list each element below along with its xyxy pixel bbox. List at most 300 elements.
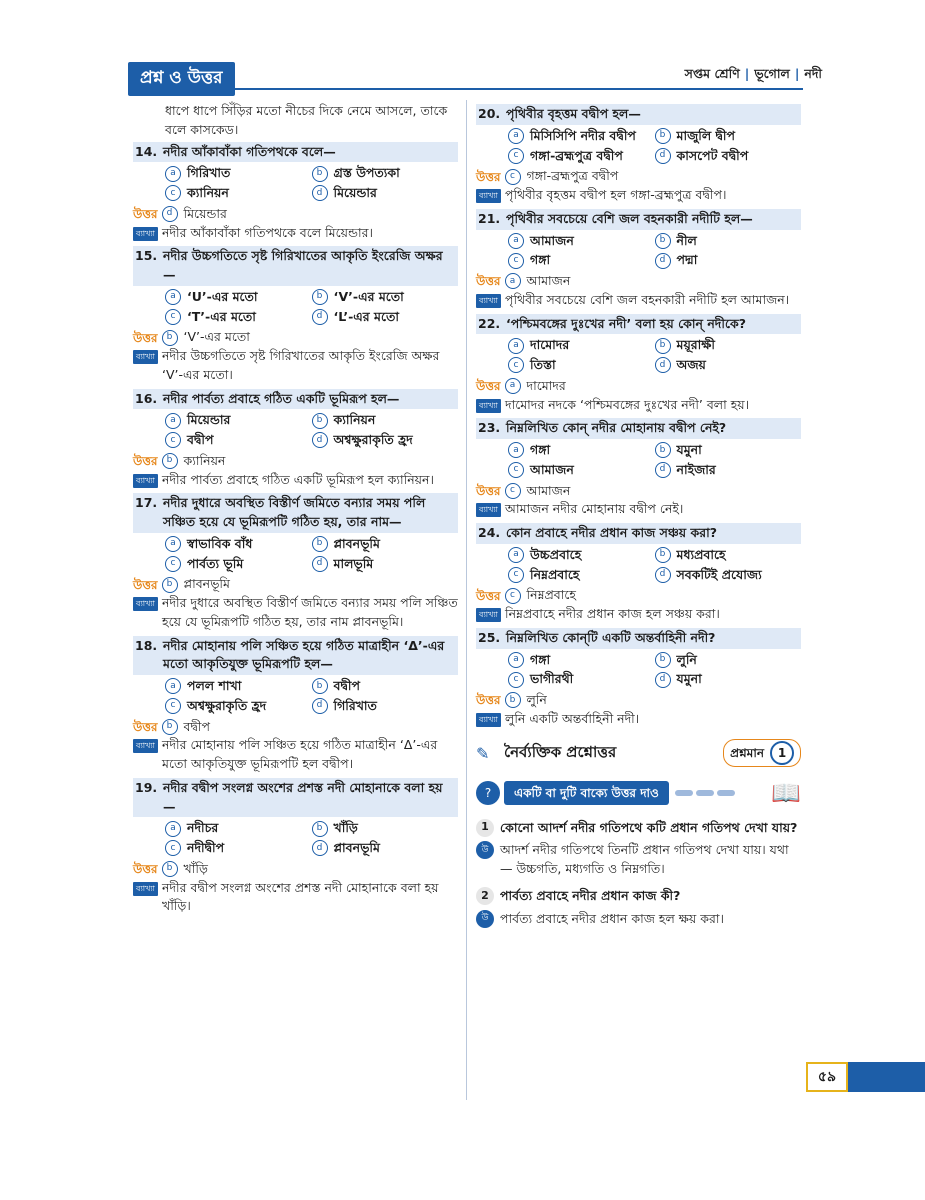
- question-text: নদীর পার্বত্য প্রবাহে গঠিত একটি ভূমিরূপ হল—: [163, 390, 400, 406]
- explanation-row: [133, 594, 458, 632]
- question-number: 25.: [478, 629, 501, 645]
- answer-letter-icon: a: [505, 378, 521, 394]
- options: [476, 232, 801, 271]
- options: [133, 535, 458, 574]
- question-row: [476, 314, 801, 335]
- answer-text: আমাজন: [526, 482, 571, 498]
- option-text: মিয়েন্ডার: [187, 412, 231, 428]
- left-column: [133, 102, 458, 920]
- answer-letter-icon: c: [505, 169, 521, 185]
- option-letter-icon: a: [508, 338, 524, 354]
- explanation-label: ব্যাখ্যা: [476, 503, 501, 517]
- option: [655, 651, 802, 670]
- breadcrumb: [685, 66, 822, 86]
- option-text: গিরিখাত: [333, 697, 377, 713]
- option-text: পলল শাখা: [187, 678, 242, 693]
- option: [312, 164, 459, 183]
- explanation-text: দামোদর নদকে ‘পশ্চিমবঙ্গের দুঃখের নদী’ বলা হয়।: [505, 396, 750, 412]
- option-letter-icon: a: [165, 821, 181, 837]
- answer-text: দামোদর: [526, 377, 566, 393]
- mcq-item: [476, 628, 801, 729]
- option: [312, 184, 459, 203]
- option: [312, 839, 459, 858]
- short-answer: [476, 910, 801, 929]
- answer-letter-icon: a: [505, 273, 521, 289]
- answer-label: উত্তর: [476, 379, 501, 394]
- option-letter-icon: b: [312, 289, 328, 305]
- option: [655, 251, 802, 270]
- option-letter-icon: a: [165, 678, 181, 694]
- short-question-item: [476, 819, 801, 879]
- option-letter-icon: c: [165, 432, 181, 448]
- option-letter-icon: a: [165, 289, 181, 305]
- options: [133, 164, 458, 203]
- option: [312, 308, 459, 327]
- option: [165, 677, 312, 696]
- page-number-bar: [806, 1062, 925, 1092]
- explanation-text: পৃথিবীর সবচেয়ে বেশি জল বহনকারী নদীটি হল আমাজন।: [505, 291, 790, 307]
- answer-row: [476, 272, 801, 291]
- question-row: [133, 636, 458, 676]
- question-number: 17.: [135, 495, 158, 511]
- option: [655, 147, 802, 166]
- banner-decoration: [675, 790, 735, 796]
- option-text: কাসপেট বদ্বীপ: [676, 147, 749, 163]
- option-text: যমুনা: [676, 671, 702, 687]
- question-row: [476, 209, 801, 230]
- option-text: বদ্বীপ: [187, 432, 214, 447]
- option-text: ‘U’-এর মতো: [187, 288, 258, 304]
- explanation-text: লুনি একটি অন্তর্বাহিনী নদী।: [505, 710, 640, 726]
- option-letter-icon: d: [655, 357, 671, 373]
- explanation-label: ব্যাখ্যা: [476, 713, 501, 727]
- answer-row: [133, 452, 458, 471]
- option-letter-icon: d: [655, 672, 671, 688]
- option-letter-icon: a: [508, 233, 524, 249]
- option-letter-icon: b: [312, 536, 328, 552]
- mcq-item: [476, 209, 801, 310]
- continuation-text: ধাপে ধাপে সিঁড়ির মতো নীচের দিকে নেমে আসলে, তাকে বলে কাসকেড।: [165, 103, 448, 137]
- option-text: মিসিসিপি নদীর বদ্বীপ: [530, 127, 636, 143]
- answer-icon: উ: [476, 841, 494, 859]
- option: [312, 535, 459, 554]
- answer-letter-icon: b: [162, 330, 178, 346]
- explanation-label: ব্যাখ্যা: [476, 294, 501, 308]
- explanation-text: নদীর পার্বত্য প্রবাহে গঠিত একটি ভূমিরূপ হল ক্যানিয়ন।: [162, 471, 434, 487]
- answer-row: [476, 377, 801, 396]
- option-letter-icon: b: [655, 652, 671, 668]
- short-question: [476, 887, 801, 906]
- answer-row: [476, 482, 801, 501]
- answer-label: উত্তর: [133, 330, 158, 345]
- question-text: নদীর আঁকাবাঁকা গতিপথকে বলে—: [163, 143, 336, 159]
- option: [165, 308, 312, 327]
- answer-letter-icon: b: [505, 692, 521, 708]
- option-text: মাজুলি দ্বীপ: [676, 127, 735, 143]
- option-letter-icon: c: [165, 840, 181, 856]
- explanation-text: আমাজন নদীর মোহানায় বদ্বীপ নেই।: [505, 501, 684, 517]
- option-text: নাইজার: [676, 461, 716, 477]
- option-letter-icon: b: [655, 547, 671, 563]
- answer-row: [133, 718, 458, 737]
- option-text: নদীচর: [187, 820, 219, 836]
- question-number: 16.: [135, 390, 158, 406]
- mcq-item: [133, 246, 458, 384]
- option-text: গঙ্গা: [530, 252, 551, 268]
- answer-row: [476, 586, 801, 605]
- question-row: [476, 418, 801, 439]
- explanation-text: নদীর দুধারে অবস্থিত বিস্তীর্ণ জমিতে বন্যার সময় পলি সঞ্চিত হয়ে যে ভূমিরূপটি গঠিত হয়, তার নাম প্লাবনভূমি।: [162, 595, 458, 629]
- question-number: 14.: [135, 143, 158, 159]
- option: [508, 127, 655, 146]
- option-text: তিস্তা: [530, 357, 556, 372]
- page-number: ৫৯: [806, 1062, 848, 1092]
- answer-text: মিয়েন্ডার: [183, 205, 227, 221]
- header-title: প্রশ্ন ও উত্তর: [128, 62, 235, 96]
- breadcrumb-separator: |: [794, 66, 800, 81]
- question-text: নদীর দুধারে অবস্থিত বিস্তীর্ণ জমিতে বন্যার সময় পলি সঞ্চিত হয়ে যে ভূমিরূপটি গঠিত হয়, তার নাম—: [163, 495, 426, 529]
- answer-letter-icon: b: [162, 719, 178, 735]
- option-text: গিরিখাত: [187, 165, 231, 181]
- explanation-label: ব্যাখ্যা: [476, 399, 501, 413]
- answer-text: আমাজন: [526, 273, 571, 288]
- mcq-item: [476, 104, 801, 205]
- explanation-label: ব্যাখ্যা: [133, 474, 158, 488]
- option: [165, 535, 312, 554]
- answer-icon: উ: [476, 910, 494, 928]
- option: [165, 697, 312, 716]
- option-text: নদীদ্বীপ: [187, 840, 225, 855]
- option-text: গঙ্গা-ব্রহ্মপুত্র বদ্বীপ: [530, 147, 623, 163]
- option-text: ময়ূরাক্ষী: [676, 337, 716, 353]
- short-question-number: 2: [476, 887, 494, 905]
- marks-pill: [723, 739, 801, 767]
- answer-row: [476, 691, 801, 710]
- answer-row: [133, 860, 458, 879]
- breadcrumb-chapter: নদী: [804, 66, 822, 81]
- question-row: [133, 778, 458, 818]
- explanation-label: ব্যাখ্যা: [476, 608, 501, 622]
- question-number: 24.: [478, 525, 501, 540]
- option-letter-icon: d: [312, 698, 328, 714]
- option: [655, 441, 802, 460]
- answer-label: উত্তর: [133, 862, 158, 877]
- explanation-row: [133, 347, 458, 385]
- short-questions: [476, 819, 801, 929]
- option-text: ‘L’-এর মতো: [333, 308, 399, 324]
- short-answer: [476, 841, 801, 879]
- short-question-item: [476, 887, 801, 929]
- option: [508, 356, 655, 375]
- option-letter-icon: b: [312, 413, 328, 429]
- options: [133, 677, 458, 716]
- question-row: [476, 628, 801, 649]
- book-icon: 📖: [771, 778, 801, 807]
- question-text: নদীর উচ্চগতিতে সৃষ্ট গিরিখাতের আকৃতি ইংরেজি অক্ষর—: [163, 248, 443, 282]
- option-letter-icon: d: [312, 309, 328, 325]
- option: [165, 555, 312, 574]
- option-letter-icon: b: [312, 821, 328, 837]
- left-questions: [133, 142, 458, 917]
- explanation-row: [476, 291, 801, 310]
- question-text: নিম্নলিখিত কোন্ নদীর মোহানায় বদ্বীপ নেই?: [506, 420, 727, 436]
- option-text: মিয়েন্ডার: [333, 185, 377, 200]
- option-letter-icon: c: [508, 253, 524, 269]
- option: [655, 566, 802, 585]
- short-question-text: কোনো আদর্শ নদীর গতিপথে কটি প্রধান গতিপথ দেখা যায়?: [500, 819, 798, 835]
- breadcrumb-separator: |: [744, 66, 750, 81]
- question-number: 23.: [478, 420, 501, 436]
- option-text: গঙ্গা: [530, 442, 551, 457]
- explanation-text: নদীর আঁকাবাঁকা গতিপথকে বলে মিয়েন্ডার।: [162, 224, 373, 240]
- option-text: দামোদর: [530, 337, 570, 353]
- answer-row: [133, 575, 458, 594]
- question-text: নদীর বদ্বীপ সংলগ্ন অংশের প্রশস্ত নদী মোহানাকে বলা হয়—: [163, 779, 443, 814]
- question-icon: ?: [476, 781, 500, 805]
- answer-row: [133, 205, 458, 224]
- option-text: মধ্যপ্রবাহে: [676, 546, 726, 562]
- option-letter-icon: a: [165, 536, 181, 552]
- question-number: 15.: [135, 248, 158, 264]
- option-text: যমুনা: [676, 442, 702, 457]
- option: [165, 184, 312, 203]
- option-text: ক্যানিয়ন: [333, 412, 376, 428]
- question-text: কোন প্রবাহে নদীর প্রধান কাজ সঞ্চয় করা?: [506, 525, 718, 540]
- option-letter-icon: c: [165, 556, 181, 572]
- option-text: উচ্চপ্রবাহে: [530, 546, 582, 562]
- option-letter-icon: b: [312, 166, 328, 182]
- mcq-item: [133, 389, 458, 490]
- question-row: [133, 389, 458, 410]
- answer-text: গঙ্গা-ব্রহ্মপুত্র বদ্বীপ: [526, 168, 619, 184]
- answer-text: খাঁড়ি: [183, 860, 208, 876]
- question-text: নিম্নলিখিত কোন্‌টি একটি অন্তর্বাহিনী নদী?: [506, 629, 716, 645]
- explanation-row: [133, 736, 458, 774]
- answer-row: [133, 328, 458, 347]
- option: [655, 546, 802, 565]
- question-row: [133, 493, 458, 533]
- explanation-row: [476, 396, 801, 415]
- option-letter-icon: d: [655, 567, 671, 583]
- option: [165, 819, 312, 838]
- option: [508, 232, 655, 251]
- option-text: খাঁড়ি: [333, 820, 358, 836]
- explanation-text: নদীর মোহানায় পলি সঞ্চিত হয়ে গঠিত মাত্রাহীন ‘Δ’-এর মতো আকৃতিযুক্ত ভূমিরূপটি হল বদ্বীপ।: [162, 737, 438, 771]
- mcq-item: [133, 636, 458, 774]
- short-question-number: 1: [476, 819, 494, 837]
- question-row: [476, 104, 801, 125]
- question-number: 20.: [478, 106, 501, 121]
- option: [312, 411, 459, 430]
- option-letter-icon: a: [508, 128, 524, 144]
- mcq-item: [133, 142, 458, 243]
- option-letter-icon: d: [655, 253, 671, 269]
- option-text: আমাজন: [530, 232, 574, 248]
- right-column: [476, 102, 801, 928]
- option-letter-icon: c: [165, 309, 181, 325]
- option: [165, 288, 312, 307]
- option-letter-icon: d: [655, 462, 671, 478]
- option-letter-icon: d: [312, 840, 328, 856]
- mcq-item: [133, 493, 458, 631]
- options: [476, 441, 801, 480]
- answer-label: উত্তর: [133, 454, 158, 469]
- explanation-label: ব্যাখ্যা: [133, 350, 158, 364]
- option: [312, 819, 459, 838]
- option: [508, 336, 655, 355]
- option-letter-icon: a: [508, 652, 524, 668]
- option: [655, 336, 802, 355]
- instruction-text: একটি বা দুটি বাক্যে উত্তর দাও: [504, 781, 669, 805]
- section-header: [476, 739, 801, 767]
- option: [508, 566, 655, 585]
- option: [655, 232, 802, 251]
- answer-letter-icon: b: [162, 861, 178, 877]
- answer-row: [476, 167, 801, 186]
- option-text: অশ্বক্ষুরাকৃতি হ্রদ: [333, 432, 413, 447]
- option: [312, 555, 459, 574]
- option: [312, 431, 459, 450]
- option-text: মালভূমি: [333, 555, 374, 571]
- option-letter-icon: d: [312, 556, 328, 572]
- explanation-label: ব্যাখ্যা: [133, 227, 158, 241]
- option-text: সবকটিই প্রযোজ্য: [676, 566, 762, 582]
- question-row: [133, 246, 458, 286]
- option-letter-icon: a: [165, 413, 181, 429]
- options: [133, 288, 458, 327]
- answer-label: উত্তর: [133, 577, 158, 592]
- answer-label: উত্তর: [476, 274, 501, 289]
- option-letter-icon: b: [655, 128, 671, 144]
- option-text: গঙ্গা: [530, 651, 551, 667]
- option: [655, 461, 802, 480]
- header-rule: [128, 88, 803, 90]
- mcq-item: [476, 314, 801, 415]
- option: [508, 546, 655, 565]
- option: [165, 411, 312, 430]
- option-text: পার্বত্য ভূমি: [187, 555, 244, 571]
- explanation-row: [133, 471, 458, 490]
- option-text: অজয়: [676, 357, 706, 372]
- option-letter-icon: d: [312, 432, 328, 448]
- option-letter-icon: b: [655, 233, 671, 249]
- question-number: 21.: [478, 210, 501, 226]
- option-letter-icon: c: [508, 462, 524, 478]
- option: [508, 461, 655, 480]
- option: [655, 356, 802, 375]
- answer-label: উত্তর: [476, 588, 501, 603]
- option-letter-icon: c: [165, 698, 181, 714]
- question-text: ‘পশ্চিমবঙ্গের দুঃখের নদী’ বলা হয় কোন্ নদীকে?: [506, 315, 746, 331]
- marks-value: 1: [770, 741, 794, 765]
- marks-label: প্রশ্নমান: [730, 745, 764, 760]
- option-text: বদ্বীপ: [333, 678, 360, 693]
- option-letter-icon: a: [165, 166, 181, 182]
- pencil-icon: ✎: [476, 743, 490, 763]
- option: [165, 839, 312, 858]
- option-letter-icon: a: [508, 547, 524, 563]
- answer-letter-icon: c: [505, 483, 521, 499]
- explanation-text: নদীর উচ্চগতিতে সৃষ্ট গিরিখাতের আকৃতি ইংরেজি অক্ষর ‘V’-এর মতো।: [162, 348, 440, 382]
- answer-letter-icon: b: [162, 577, 178, 593]
- explanation-row: [476, 186, 801, 205]
- options: [476, 127, 801, 166]
- answer-label: উত্তর: [133, 719, 158, 734]
- option-letter-icon: d: [312, 185, 328, 201]
- explanation-row: [133, 224, 458, 243]
- options: [476, 546, 801, 585]
- option-text: আমাজন: [530, 461, 574, 477]
- explanation-label: ব্যাখ্যা: [133, 597, 158, 611]
- option-letter-icon: c: [508, 567, 524, 583]
- right-questions: [476, 104, 801, 729]
- explanation-label: ব্যাখ্যা: [133, 882, 158, 896]
- option-text: স্বাভাবিক বাঁধ: [187, 535, 253, 551]
- answer-text: লুনি: [526, 692, 547, 707]
- question-text: পৃথিবীর বৃহত্তম বদ্বীপ হল—: [506, 106, 641, 121]
- explanation-row: [476, 710, 801, 729]
- explanation-text: নিম্নপ্রবাহে নদীর প্রধান কাজ হল সঞ্চয় করা।: [505, 606, 720, 621]
- question-number: 18.: [135, 637, 158, 653]
- mcq-item: [476, 523, 801, 624]
- option-text: ‘V’-এর মতো: [333, 288, 404, 304]
- option: [508, 147, 655, 166]
- option: [508, 441, 655, 460]
- answer-letter-icon: c: [505, 588, 521, 604]
- options: [133, 411, 458, 450]
- answer-letter-icon: d: [162, 206, 178, 222]
- option-letter-icon: d: [655, 148, 671, 164]
- short-question-text: পার্বত্য প্রবাহে নদীর প্রধান কাজ কী?: [500, 887, 681, 903]
- option-letter-icon: b: [655, 442, 671, 458]
- question-row: [133, 142, 458, 163]
- option-text: প্লাবনভূমি: [333, 535, 380, 551]
- explanation-row: [476, 500, 801, 519]
- explanation-text: পৃথিবীর বৃহত্তম বদ্বীপ হল গঙ্গা-ব্রহ্মপুত্র বদ্বীপ।: [505, 187, 727, 202]
- option-text: প্লাবনভূমি: [333, 840, 380, 855]
- option: [165, 164, 312, 183]
- option: [508, 251, 655, 270]
- question-text: পৃথিবীর সবচেয়ে বেশি জল বহনকারী নদীটি হল—: [506, 210, 753, 226]
- option-text: ‘T’-এর মতো: [187, 308, 256, 324]
- option-text: নিম্নপ্রবাহে: [530, 566, 580, 582]
- option-letter-icon: c: [508, 148, 524, 164]
- option-letter-icon: c: [165, 185, 181, 201]
- option-letter-icon: b: [655, 338, 671, 354]
- answer-label: উত্তর: [476, 169, 501, 184]
- short-answer-text: আদর্শ নদীর গতিপথে তিনটি প্রধান গতিপথ দেখা যায়। যথা— উচ্চগতি, মধ্যগতি ও নিম্নগতি।: [500, 842, 789, 876]
- option-text: পদ্মা: [676, 252, 698, 268]
- answer-label: উত্তর: [476, 693, 501, 708]
- option-text: ক্যানিয়ন: [187, 185, 229, 200]
- answer-label: উত্তর: [133, 207, 158, 222]
- option: [508, 670, 655, 689]
- question-number: 19.: [135, 779, 158, 795]
- option-text: নীল: [676, 232, 697, 248]
- answer-text: ক্যানিয়ন: [183, 452, 226, 468]
- option-letter-icon: c: [508, 672, 524, 688]
- option-text: ভাগীরথী: [530, 671, 574, 687]
- explanation-label: ব্যাখ্যা: [476, 189, 501, 203]
- options: [476, 336, 801, 375]
- option-text: গ্রস্ত উপত্যকা: [333, 165, 400, 181]
- question-number: 22.: [478, 315, 501, 331]
- option: [312, 677, 459, 696]
- options: [476, 651, 801, 690]
- explanation-label: ব্যাখ্যা: [133, 739, 158, 753]
- explanation-text: নদীর বদ্বীপ সংলগ্ন অংশের প্রশস্ত নদী মোহানাকে বলা হয় খাঁড়ি।: [162, 879, 439, 914]
- option: [508, 651, 655, 670]
